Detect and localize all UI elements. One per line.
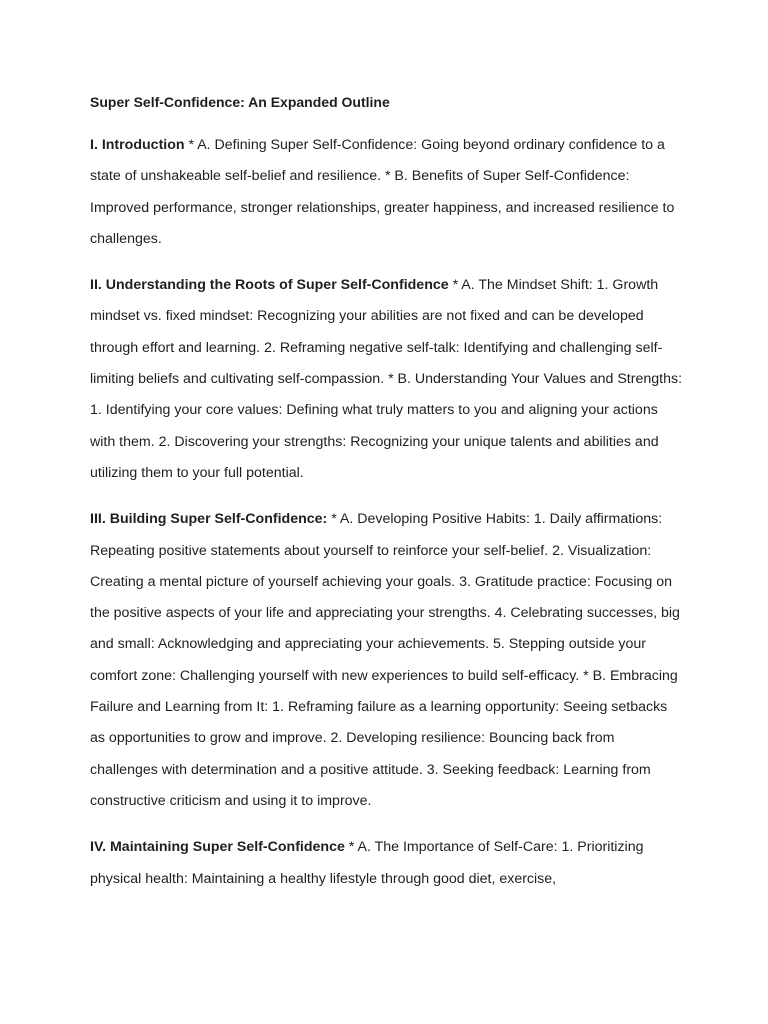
section-heading: I. Introduction	[90, 137, 185, 153]
section-body: * A. Defining Super Self-Confidence: Going beyond ordinary confidence to a state of unshakeable self-belief and resilience. * B. Benefits of Super Self-Confidence: Improved performance, stronger relationships, greater happiness, and increased resilience to challenges.	[90, 137, 675, 247]
section-heading: III. Building Super Self-Confidence:	[90, 511, 328, 528]
section-maintaining	[90, 832, 684, 895]
section-building	[90, 504, 684, 817]
section-body: * A. The Importance of Self-Care: 1. Prioritizing physical health: Maintaining a healthy lifestyle through good diet, exercise,	[90, 839, 644, 887]
section-heading: IV. Maintaining Super Self-Confidence	[90, 839, 345, 856]
section-introduction	[90, 130, 684, 255]
document-title: Super Self-Confidence: An Expanded Outline	[90, 94, 390, 110]
section-body: * A. Developing Positive Habits: 1. Daily affirmations: Repeating positive statements about yourself to reinforce your self-belief. 2. Visualization: Creating a mental picture of yourself achieving your goals. 3. Gratitude practice: Focusing on the positive aspects of your life and appreciating your strengths. 4. Celebrating successes, big and small: Acknowledging and appreciating your achievements. 5. Stepping outside your comfort zone: Challenging yourself with new experiences to build self-efficacy. * B. Embracing Failure and Learning from It: 1. Reframing failure as a learning opportunity: Seeing setbacks as opportunities to grow and improve. 2. Developing resilience: Bouncing back from challenges with determination and a positive attitude. 3. Seeking feedback: Learning from constructive criticism and using it to improve.	[90, 511, 680, 809]
section-heading: II. Understanding the Roots of Super Self-Confidence	[90, 277, 449, 294]
section-body: * A. The Mindset Shift: 1. Growth mindset vs. fixed mindset: Recognizing your abilities are not fixed and can be developed through effort and learning. 2. Reframing negative self-talk: Identifying and challenging self-limiting beliefs and cultivating self-compassion. * B. Understanding Your Values and Strengths: 1. Identifying your core values: Defining what truly matters to you and aligning your actions with them. 2. Discovering your strengths: Recognizing your unique talents and abilities and utilizing them to your full potential.	[90, 277, 683, 481]
section-understanding-roots	[90, 270, 684, 489]
